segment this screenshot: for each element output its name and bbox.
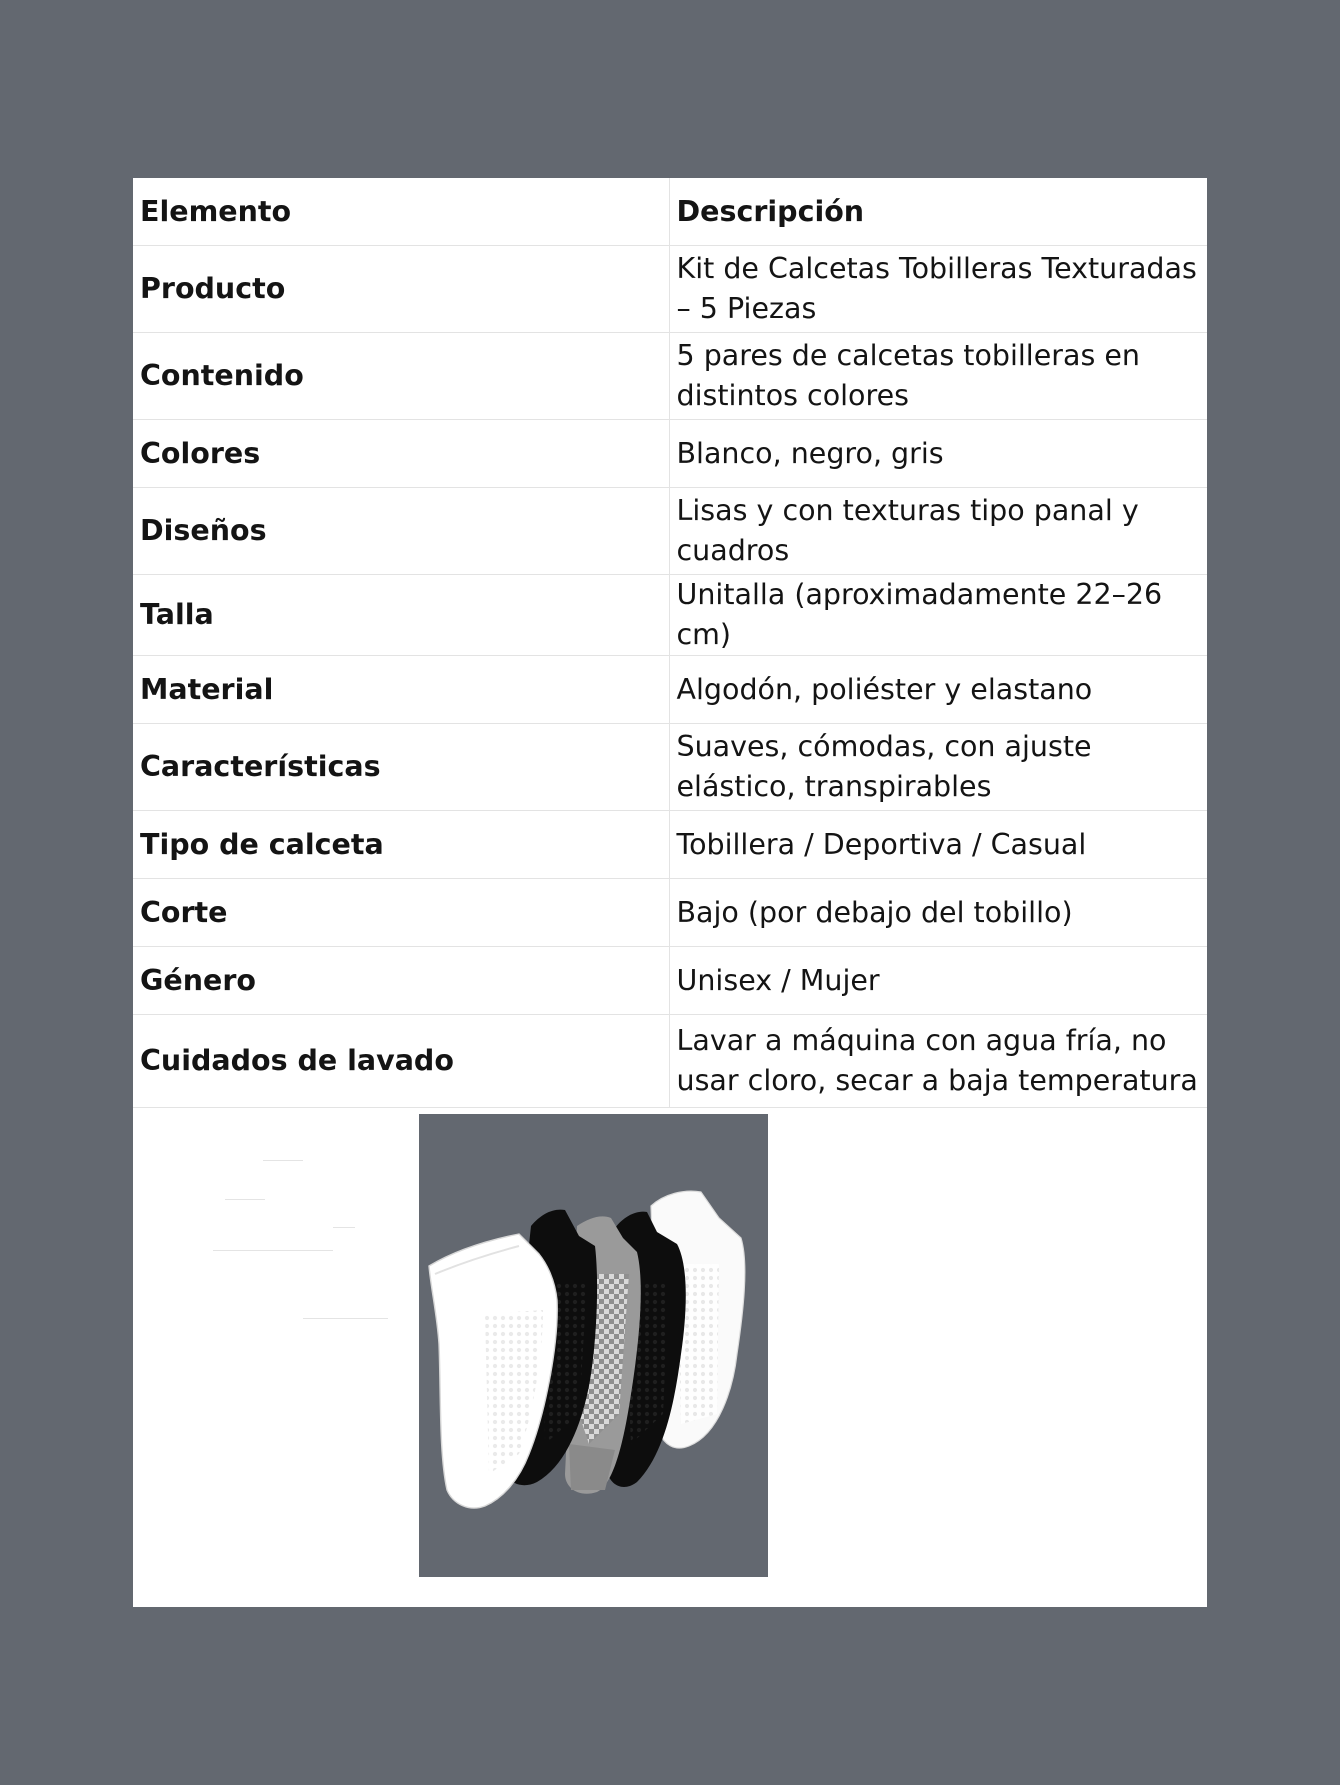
row-value: Algodón, poliéster y elastano xyxy=(669,656,1207,724)
faint-divider xyxy=(213,1250,333,1251)
table-row xyxy=(133,488,1207,575)
product-photo-socks xyxy=(419,1114,768,1577)
table-header-row xyxy=(133,178,1207,246)
row-value: Unisex / Mujer xyxy=(669,947,1207,1015)
row-label: Talla xyxy=(133,575,669,656)
row-value: Lavar a máquina con agua fría, no usar cloro, secar a baja temperatura xyxy=(669,1015,1207,1108)
row-value: Kit de Calcetas Tobilleras Texturadas – 5 Piezas xyxy=(669,246,1207,333)
table-row xyxy=(133,947,1207,1015)
row-label: Corte xyxy=(133,879,669,947)
row-label: Diseños xyxy=(133,488,669,575)
faint-divider xyxy=(303,1318,388,1319)
faint-divider xyxy=(263,1160,303,1161)
table-row xyxy=(133,575,1207,656)
row-label: Contenido xyxy=(133,333,669,420)
row-label: Género xyxy=(133,947,669,1015)
row-value: Bajo (por debajo del tobillo) xyxy=(669,879,1207,947)
table-row xyxy=(133,1015,1207,1108)
row-value: Suaves, cómodas, con ajuste elástico, transpirables xyxy=(669,724,1207,811)
table-row xyxy=(133,246,1207,333)
row-value: Blanco, negro, gris xyxy=(669,420,1207,488)
row-label: Producto xyxy=(133,246,669,333)
row-value: Tobillera / Deportiva / Casual xyxy=(669,811,1207,879)
row-value: 5 pares de calcetas tobilleras en distintos colores xyxy=(669,333,1207,420)
row-value: Unitalla (aproximadamente 22–26 cm) xyxy=(669,575,1207,656)
table-row xyxy=(133,879,1207,947)
table-row xyxy=(133,656,1207,724)
row-label: Colores xyxy=(133,420,669,488)
table-row xyxy=(133,333,1207,420)
row-label: Cuidados de lavado xyxy=(133,1015,669,1108)
row-label: Características xyxy=(133,724,669,811)
table-row xyxy=(133,420,1207,488)
faint-divider xyxy=(333,1227,355,1228)
row-label: Material xyxy=(133,656,669,724)
table-row xyxy=(133,811,1207,879)
faint-divider xyxy=(225,1199,265,1200)
header-descripcion: Descripción xyxy=(669,178,1207,246)
socks-illustration xyxy=(419,1114,768,1577)
row-label: Tipo de calceta xyxy=(133,811,669,879)
table-row xyxy=(133,724,1207,811)
row-value: Lisas y con texturas tipo panal y cuadros xyxy=(669,488,1207,575)
header-elemento: Elemento xyxy=(133,178,669,246)
spec-sheet xyxy=(133,178,1207,1607)
product-spec-table xyxy=(133,178,1207,1108)
